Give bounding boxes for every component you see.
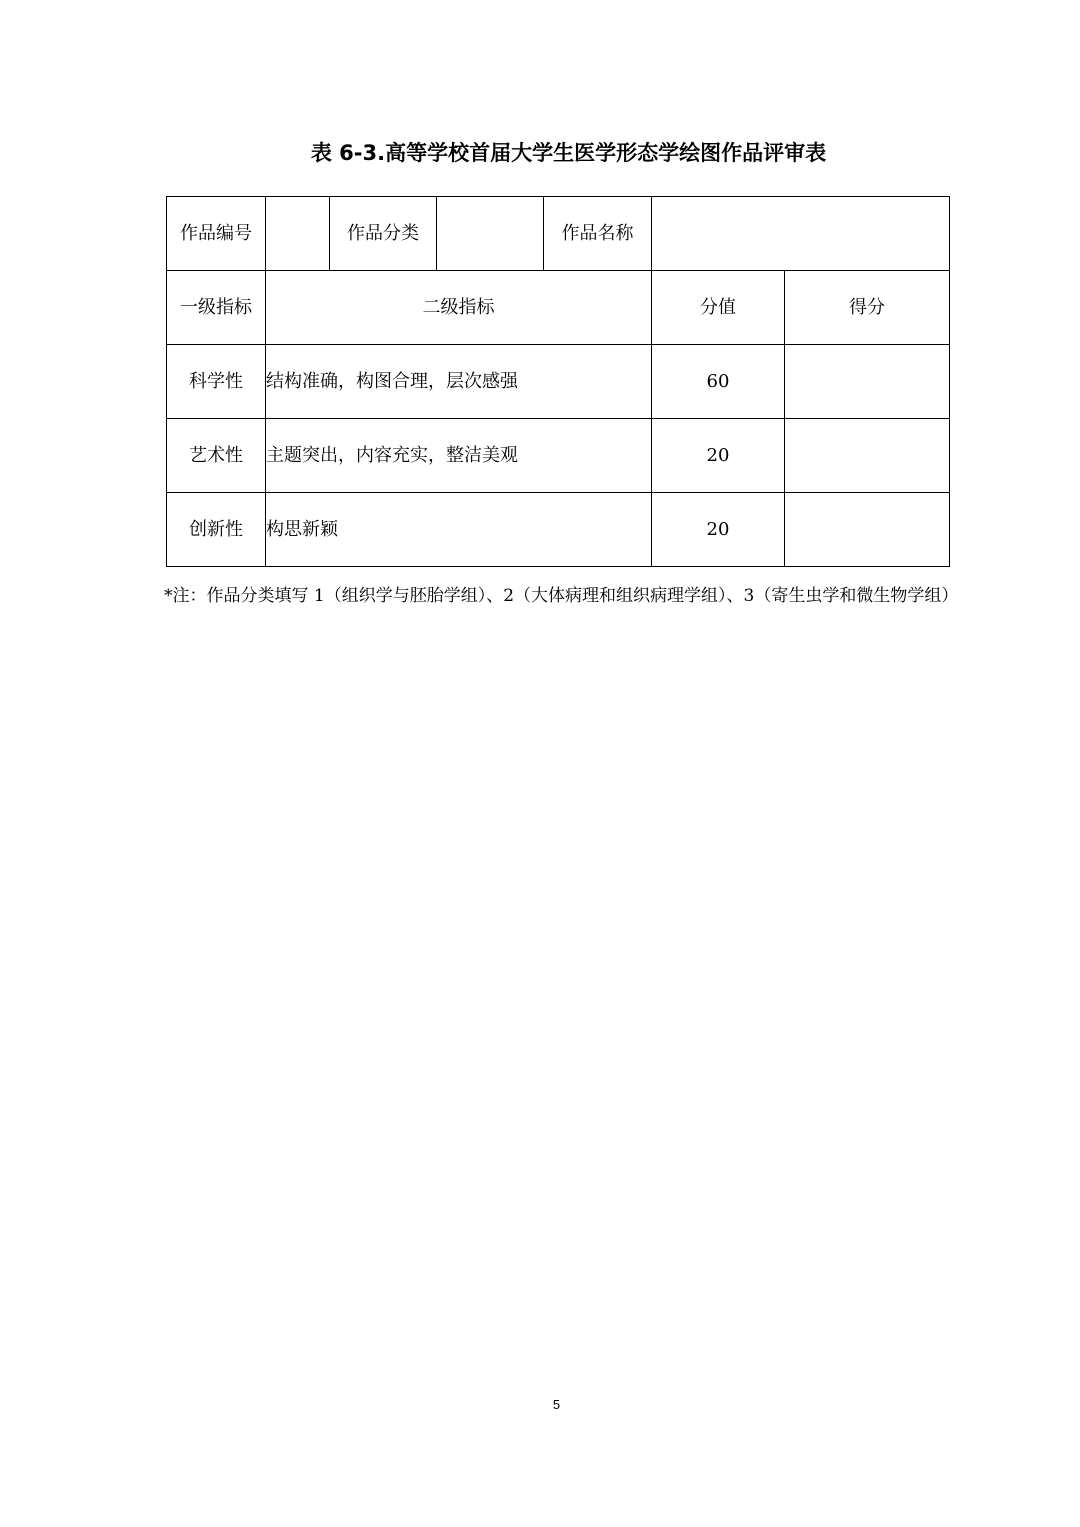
column-header-points: 分值 [652, 271, 785, 345]
column-header-level1: 一级指标 [167, 271, 266, 345]
level2-cell: 主题突出，内容充实，整洁美观 [266, 419, 652, 493]
score-field[interactable] [785, 419, 950, 493]
level1-cell: 科学性 [167, 345, 266, 419]
level2-cell: 结构准确，构图合理，层次感强 [266, 345, 652, 419]
level2-cell: 构思新颖 [266, 493, 652, 567]
work-category-label: 作品分类 [330, 197, 437, 271]
page-number: 5 [552, 1397, 561, 1412]
page-title: 表 6-3.高等学校首届大学生医学形态学绘图作品评审表 [310, 141, 827, 165]
table-row [167, 271, 950, 345]
table-row [167, 493, 950, 567]
footnote: *注：作品分类填写 1（组织学与胚胎学组）、2（大体病理和组织病理学组）、3（寄生虫学和微生物学组） [164, 586, 959, 606]
score-field[interactable] [785, 345, 950, 419]
work-number-label: 作品编号 [167, 197, 266, 271]
column-header-level2: 二级指标 [266, 271, 652, 345]
points-cell: 60 [652, 345, 785, 419]
column-header-score: 得分 [785, 271, 950, 345]
work-name-label: 作品名称 [544, 197, 652, 271]
points-cell: 20 [652, 419, 785, 493]
level1-cell: 创新性 [167, 493, 266, 567]
table-row [167, 197, 950, 271]
score-field[interactable] [785, 493, 950, 567]
table-row [167, 419, 950, 493]
review-table [166, 196, 950, 567]
level1-cell: 艺术性 [167, 419, 266, 493]
work-name-field[interactable] [652, 197, 950, 271]
work-number-field[interactable] [266, 197, 330, 271]
table-row [167, 345, 950, 419]
points-cell: 20 [652, 493, 785, 567]
work-category-field[interactable] [437, 197, 544, 271]
